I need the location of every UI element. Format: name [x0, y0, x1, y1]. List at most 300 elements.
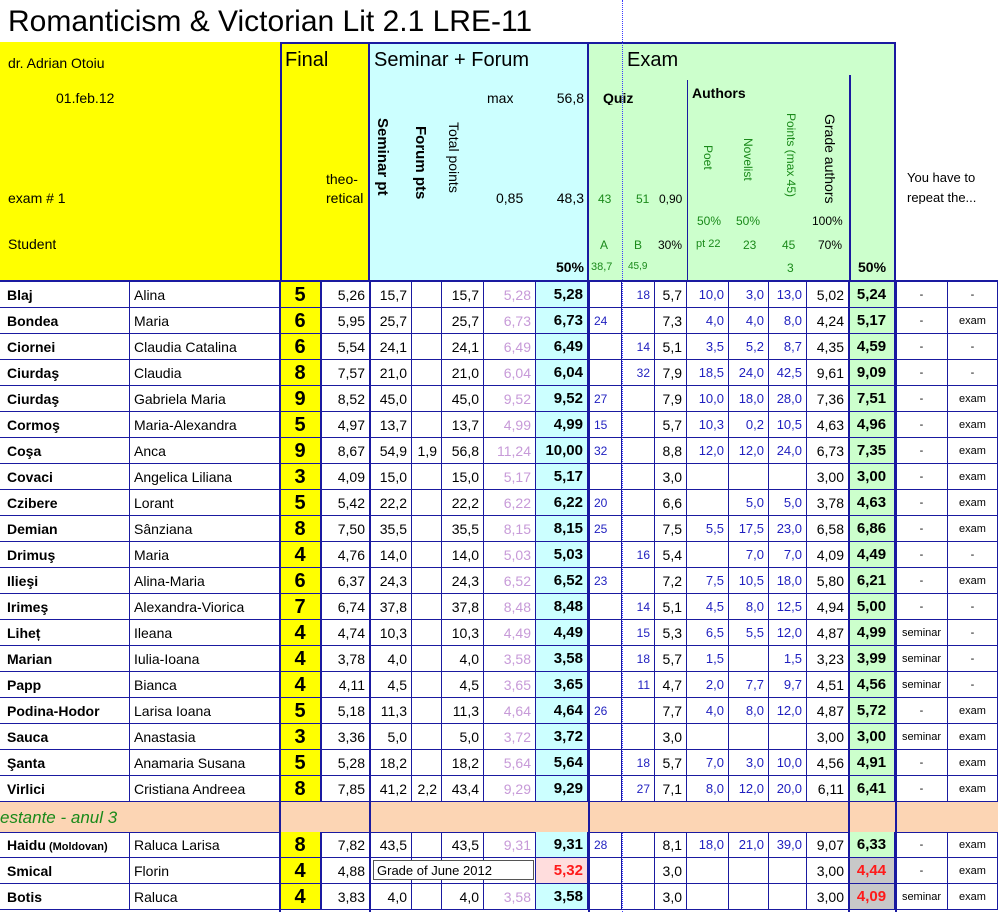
cell-pink: 5,64	[484, 750, 536, 776]
quiz-43: 43	[598, 193, 612, 205]
cell-q30: 7,9	[655, 386, 687, 412]
quiz-090: 0,90	[659, 193, 683, 205]
ga-pct: 100%	[812, 215, 843, 227]
cell-ex: 3,00	[849, 464, 896, 490]
cell-r2: exam	[948, 568, 998, 594]
cell-r2: exam	[948, 464, 998, 490]
cell-qb: 32	[622, 360, 655, 386]
cell-q30: 7,5	[655, 516, 687, 542]
cell-sf: 5,17	[536, 464, 589, 490]
cell-qa	[589, 884, 622, 910]
cell-qa	[589, 282, 622, 308]
max-label: max	[487, 91, 514, 105]
cell-theo: 7,50	[322, 516, 370, 542]
cell-first: Claudia Catalina	[130, 334, 280, 360]
nov23: 23	[743, 239, 757, 251]
cell-qb	[622, 412, 655, 438]
cell-forum	[412, 360, 442, 386]
cell-nov: 7,7	[729, 672, 769, 698]
repeat-header-2: repeat the...	[907, 191, 977, 204]
cell-ex: 5,00	[849, 594, 896, 620]
cell-q30: 3,0	[655, 858, 687, 884]
cell-r1: -	[896, 464, 948, 490]
cell-pink: 8,15	[484, 516, 536, 542]
cell-pts: 10,0	[769, 750, 807, 776]
cell-nov	[729, 724, 769, 750]
cell-pink: 5,17	[484, 464, 536, 490]
cell-r2: -	[948, 672, 998, 698]
cell-ex: 7,35	[849, 438, 896, 464]
cell-ex: 4,63	[849, 490, 896, 516]
cell-forum	[412, 646, 442, 672]
cell-sf: 10,00	[536, 438, 589, 464]
cell-qb: 18	[622, 750, 655, 776]
cell-poet: 8,0	[687, 776, 729, 802]
cell-nov: 7,0	[729, 542, 769, 568]
cell-pts	[769, 464, 807, 490]
cell-last: Botis	[0, 884, 130, 910]
cell-sem: 4,5	[370, 672, 412, 698]
cell-total: 56,8	[442, 438, 484, 464]
cell-ex: 5,17	[849, 308, 896, 334]
cell-qa: 23	[589, 568, 622, 594]
cell-pts	[769, 724, 807, 750]
cell-q30: 5,7	[655, 750, 687, 776]
cell-poet: 18,5	[687, 360, 729, 386]
cell-qb	[622, 490, 655, 516]
cell-r1: -	[896, 858, 948, 884]
cell-ga: 3,23	[807, 646, 849, 672]
cell-r1: -	[896, 594, 948, 620]
cell-r2: -	[948, 594, 998, 620]
cell-ex: 5,72	[849, 698, 896, 724]
cell-pts	[769, 884, 807, 910]
cell-q30: 5,3	[655, 620, 687, 646]
cell-final: 3	[280, 724, 322, 750]
cell-forum	[412, 620, 442, 646]
cell-qb	[622, 858, 655, 884]
sheet-title: Romanticism & Victorian Lit 2.1 LRE-11	[8, 5, 533, 38]
cell-nov: 12,0	[729, 776, 769, 802]
cell-sf: 6,04	[536, 360, 589, 386]
cell-final: 5	[280, 412, 322, 438]
cell-theo: 8,67	[322, 438, 370, 464]
column-border	[848, 280, 850, 912]
cell-poet: 3,5	[687, 334, 729, 360]
cell-pts: 20,0	[769, 776, 807, 802]
cell-first: Lorant	[130, 490, 280, 516]
cell-poet: 7,5	[687, 568, 729, 594]
cell-first: Raluca Larisa	[130, 832, 280, 858]
cell-qb: 15	[622, 620, 655, 646]
cell-ga: 9,07	[807, 832, 849, 858]
cell-final: 5	[280, 750, 322, 776]
cell-forum	[412, 698, 442, 724]
poet-header: Poet	[701, 145, 715, 170]
cell-nov: 0,2	[729, 412, 769, 438]
cell-qa	[589, 646, 622, 672]
cell-r1: -	[896, 490, 948, 516]
cell-theo: 3,83	[322, 884, 370, 910]
cell-r1: -	[896, 516, 948, 542]
cell-first: Anamaria Susana	[130, 750, 280, 776]
cell-nov: 8,0	[729, 594, 769, 620]
cell-forum	[412, 334, 442, 360]
cell-final: 8	[280, 516, 322, 542]
cell-qa	[589, 724, 622, 750]
cell-sf: 9,31	[536, 832, 589, 858]
cell-q30: 7,3	[655, 308, 687, 334]
cell-qa: 27	[589, 386, 622, 412]
quiz-387: 38,7	[591, 262, 613, 273]
cell-pts: 10,5	[769, 412, 807, 438]
cell-q30: 8,1	[655, 832, 687, 858]
cell-r2: exam	[948, 884, 998, 910]
cell-total: 15,7	[442, 282, 484, 308]
cell-sf: 9,29	[536, 776, 589, 802]
cell-sem: 41,2	[370, 776, 412, 802]
cell-forum	[412, 282, 442, 308]
cell-final: 5	[280, 490, 322, 516]
quiz-459: 45,9	[628, 262, 648, 272]
cell-last: Virlici	[0, 776, 130, 802]
cell-sf: 3,65	[536, 672, 589, 698]
cell-pts: 12,5	[769, 594, 807, 620]
cell-sf: 6,73	[536, 308, 589, 334]
cell-poet: 4,0	[687, 308, 729, 334]
cell-r2: exam	[948, 438, 998, 464]
cell-qa: 28	[589, 832, 622, 858]
cell-last: Papp	[0, 672, 130, 698]
cell-r2: exam	[948, 386, 998, 412]
student-header: Student	[8, 237, 57, 251]
cell-r1: seminar	[896, 646, 948, 672]
cell-pink: 5,28	[484, 282, 536, 308]
cell-qb: 18	[622, 282, 655, 308]
cell-ga: 4,87	[807, 620, 849, 646]
cell-ex: 6,41	[849, 776, 896, 802]
cell-first: Alina	[130, 282, 280, 308]
cell-qb: 14	[622, 334, 655, 360]
cell-sem: 4,0	[370, 646, 412, 672]
cell-total: 25,7	[442, 308, 484, 334]
cell-ga: 4,51	[807, 672, 849, 698]
cell-sem: 18,2	[370, 750, 412, 776]
exam-number: exam # 1	[8, 191, 66, 205]
cell-final: 6	[280, 568, 322, 594]
cell-last: Marian	[0, 646, 130, 672]
cell-total: 18,2	[442, 750, 484, 776]
quiz-30: 30%	[658, 239, 683, 251]
cell-theo: 5,42	[322, 490, 370, 516]
cell-final: 3	[280, 464, 322, 490]
cell-sem: 24,1	[370, 334, 412, 360]
cell-qa	[589, 672, 622, 698]
cell-q30: 5,7	[655, 282, 687, 308]
cell-theo: 3,78	[322, 646, 370, 672]
cell-last: Demian	[0, 516, 130, 542]
cell-first: Alina-Maria	[130, 568, 280, 594]
grade-authors-header: Grade authors	[822, 114, 838, 204]
cell-sem: 45,0	[370, 386, 412, 412]
teacher-name: dr. Adrian Otoiu	[8, 56, 105, 70]
forum-pts-header: Forum pts	[412, 126, 429, 200]
pm45: 45	[782, 239, 796, 251]
header-yellow-final	[280, 42, 370, 280]
cell-total: 4,0	[442, 884, 484, 910]
cell-qa	[589, 542, 622, 568]
cell-qb	[622, 308, 655, 334]
cell-qa: 26	[589, 698, 622, 724]
cell-ex: 4,91	[849, 750, 896, 776]
cell-q30: 5,4	[655, 542, 687, 568]
cell-pink: 4,49	[484, 620, 536, 646]
cell-pts: 5,0	[769, 490, 807, 516]
cell-ga: 3,00	[807, 464, 849, 490]
cell-first: Claudia	[130, 360, 280, 386]
cell-r2: -	[948, 282, 998, 308]
cell-first: Alexandra-Viorica	[130, 594, 280, 620]
cell-total: 43,4	[442, 776, 484, 802]
cell-r2: exam	[948, 776, 998, 802]
cell-r1: -	[896, 832, 948, 858]
cell-qb: 16	[622, 542, 655, 568]
cell-ga: 4,09	[807, 542, 849, 568]
cell-final: 4	[280, 620, 322, 646]
cell-ex: 4,49	[849, 542, 896, 568]
cell-poet: 10,3	[687, 412, 729, 438]
cell-pts: 7,0	[769, 542, 807, 568]
cell-r2: exam	[948, 832, 998, 858]
cell-ga: 9,61	[807, 360, 849, 386]
cell-qa	[589, 750, 622, 776]
cell-total: 24,1	[442, 334, 484, 360]
cell-last: Covaci	[0, 464, 130, 490]
cell-r2: exam	[948, 516, 998, 542]
cell-sf: 3,58	[536, 884, 589, 910]
cell-ex: 6,33	[849, 832, 896, 858]
cell-sf: 3,58	[536, 646, 589, 672]
cell-final: 4	[280, 646, 322, 672]
cell-theo: 7,85	[322, 776, 370, 802]
cell-qb	[622, 568, 655, 594]
cell-qb: 11	[622, 672, 655, 698]
cell-poet: 5,5	[687, 516, 729, 542]
cell-theo: 4,09	[322, 464, 370, 490]
cell-forum	[412, 490, 442, 516]
cell-ga: 4,63	[807, 412, 849, 438]
cell-poet	[687, 490, 729, 516]
cell-pts: 28,0	[769, 386, 807, 412]
cell-last: Blaj	[0, 282, 130, 308]
cell-sf: 5,32	[536, 858, 589, 884]
cell-qb	[622, 516, 655, 542]
cell-poet: 4,5	[687, 594, 729, 620]
cell-total: 11,3	[442, 698, 484, 724]
total-points-header: Total points	[446, 122, 462, 193]
cell-sf: 8,48	[536, 594, 589, 620]
cell-pts: 1,5	[769, 646, 807, 672]
cell-poet: 6,5	[687, 620, 729, 646]
cell-theo: 4,88	[322, 858, 370, 884]
cell-r1: -	[896, 776, 948, 802]
cell-ga: 3,00	[807, 724, 849, 750]
cell-nov: 18,0	[729, 386, 769, 412]
cell-total: 14,0	[442, 542, 484, 568]
cell-qa: 15	[589, 412, 622, 438]
cell-total: 4,5	[442, 672, 484, 698]
cell-final: 4	[280, 542, 322, 568]
cell-r1: -	[896, 334, 948, 360]
cell-first: Maria-Alexandra	[130, 412, 280, 438]
cell-r1: -	[896, 360, 948, 386]
cell-ga: 5,02	[807, 282, 849, 308]
cell-nov: 5,0	[729, 490, 769, 516]
cell-r2: -	[948, 646, 998, 672]
cell-ga: 5,80	[807, 568, 849, 594]
cell-theo: 3,36	[322, 724, 370, 750]
cell-theo: 5,28	[322, 750, 370, 776]
cell-sf: 9,52	[536, 386, 589, 412]
cell-r2: -	[948, 542, 998, 568]
cell-last: Coşa	[0, 438, 130, 464]
cell-final: 9	[280, 438, 322, 464]
cell-qb	[622, 698, 655, 724]
column-border	[369, 280, 371, 912]
cell-ga: 3,00	[807, 884, 849, 910]
cell-pink: 11,24	[484, 438, 536, 464]
sf-percent: 50%	[555, 260, 584, 274]
cell-qb: 18	[622, 646, 655, 672]
cell-qb	[622, 464, 655, 490]
max-value: 56,8	[556, 91, 584, 105]
cell-sem: 14,0	[370, 542, 412, 568]
exam-header: Exam	[627, 50, 679, 70]
cell-ga: 6,58	[807, 516, 849, 542]
cell-final: 4	[280, 884, 322, 910]
cell-poet	[687, 464, 729, 490]
cell-pink: 5,03	[484, 542, 536, 568]
cell-pink: 9,52	[484, 386, 536, 412]
cell-pts: 8,7	[769, 334, 807, 360]
cell-r1: -	[896, 568, 948, 594]
cell-sem: 11,3	[370, 698, 412, 724]
cell-final: 9	[280, 386, 322, 412]
cell-nov: 10,5	[729, 568, 769, 594]
cell-total: 22,2	[442, 490, 484, 516]
cell-ex: 6,86	[849, 516, 896, 542]
cell-forum	[412, 750, 442, 776]
cell-nov: 8,0	[729, 698, 769, 724]
cell-ga: 4,56	[807, 750, 849, 776]
cell-sf: 4,49	[536, 620, 589, 646]
cell-r2: exam	[948, 698, 998, 724]
sf-max-value: 48,3	[556, 191, 584, 205]
cell-first: Anastasia	[130, 724, 280, 750]
cell-ex: 6,21	[849, 568, 896, 594]
quiz-b: B	[634, 239, 643, 251]
cell-final: 4	[280, 858, 322, 884]
cell-poet	[687, 542, 729, 568]
cell-forum	[412, 412, 442, 438]
cell-forum	[412, 884, 442, 910]
cell-theo: 5,54	[322, 334, 370, 360]
cell-r1: -	[896, 438, 948, 464]
cell-r2: -	[948, 334, 998, 360]
cell-forum: 1,9	[412, 438, 442, 464]
column-border	[588, 280, 590, 912]
poet-pct: 50%	[697, 215, 722, 227]
repeat-header-1: You have to	[907, 171, 976, 184]
exam-sep-2	[849, 75, 851, 280]
cell-forum	[412, 386, 442, 412]
cell-r1: -	[896, 282, 948, 308]
cell-sem: 35,5	[370, 516, 412, 542]
cell-pink: 3,65	[484, 672, 536, 698]
cell-pts: 24,0	[769, 438, 807, 464]
cell-q30: 3,0	[655, 724, 687, 750]
cell-total: 10,3	[442, 620, 484, 646]
cell-nov	[729, 858, 769, 884]
section-label: estante - anul 3	[0, 808, 118, 827]
cell-sf: 5,64	[536, 750, 589, 776]
cell-nov	[729, 464, 769, 490]
cell-pts: 39,0	[769, 832, 807, 858]
cell-r2: exam	[948, 490, 998, 516]
cell-nov: 21,0	[729, 832, 769, 858]
cell-forum	[412, 568, 442, 594]
cell-theo: 6,37	[322, 568, 370, 594]
cell-last: Smical	[0, 858, 130, 884]
cell-ex: 9,09	[849, 360, 896, 386]
june-grade-note: Grade of June 2012	[373, 860, 534, 880]
cell-q30: 6,6	[655, 490, 687, 516]
cell-first: Maria	[130, 542, 280, 568]
cell-pts: 12,0	[769, 698, 807, 724]
cell-ga: 4,35	[807, 334, 849, 360]
cell-pink: 9,31	[484, 832, 536, 858]
cell-pink: 9,29	[484, 776, 536, 802]
cell-first: Gabriela Maria	[130, 386, 280, 412]
sheet-date: 01.feb.12	[56, 91, 115, 105]
cell-total: 13,7	[442, 412, 484, 438]
cell-first: Sânziana	[130, 516, 280, 542]
cell-final: 5	[280, 698, 322, 724]
cell-forum: 2,2	[412, 776, 442, 802]
cell-pink: 8,48	[484, 594, 536, 620]
cell-q30: 3,0	[655, 464, 687, 490]
cell-sem: 10,3	[370, 620, 412, 646]
cell-ex: 7,51	[849, 386, 896, 412]
cell-last: Ciornei	[0, 334, 130, 360]
cell-sem: 24,3	[370, 568, 412, 594]
seminar-pt-header: Seminar pt	[374, 118, 391, 196]
cell-poet: 10,0	[687, 386, 729, 412]
cell-theo: 5,18	[322, 698, 370, 724]
cell-ex: 5,24	[849, 282, 896, 308]
cell-final: 6	[280, 334, 322, 360]
cell-last: Bondea	[0, 308, 130, 334]
cell-sf: 3,72	[536, 724, 589, 750]
cell-ga: 4,94	[807, 594, 849, 620]
cell-forum	[412, 594, 442, 620]
cell-ga: 3,78	[807, 490, 849, 516]
cell-poet: 7,0	[687, 750, 729, 776]
cell-r1: -	[896, 698, 948, 724]
quiz-a: A	[600, 239, 609, 251]
cell-sf: 5,03	[536, 542, 589, 568]
cell-last: Sauca	[0, 724, 130, 750]
